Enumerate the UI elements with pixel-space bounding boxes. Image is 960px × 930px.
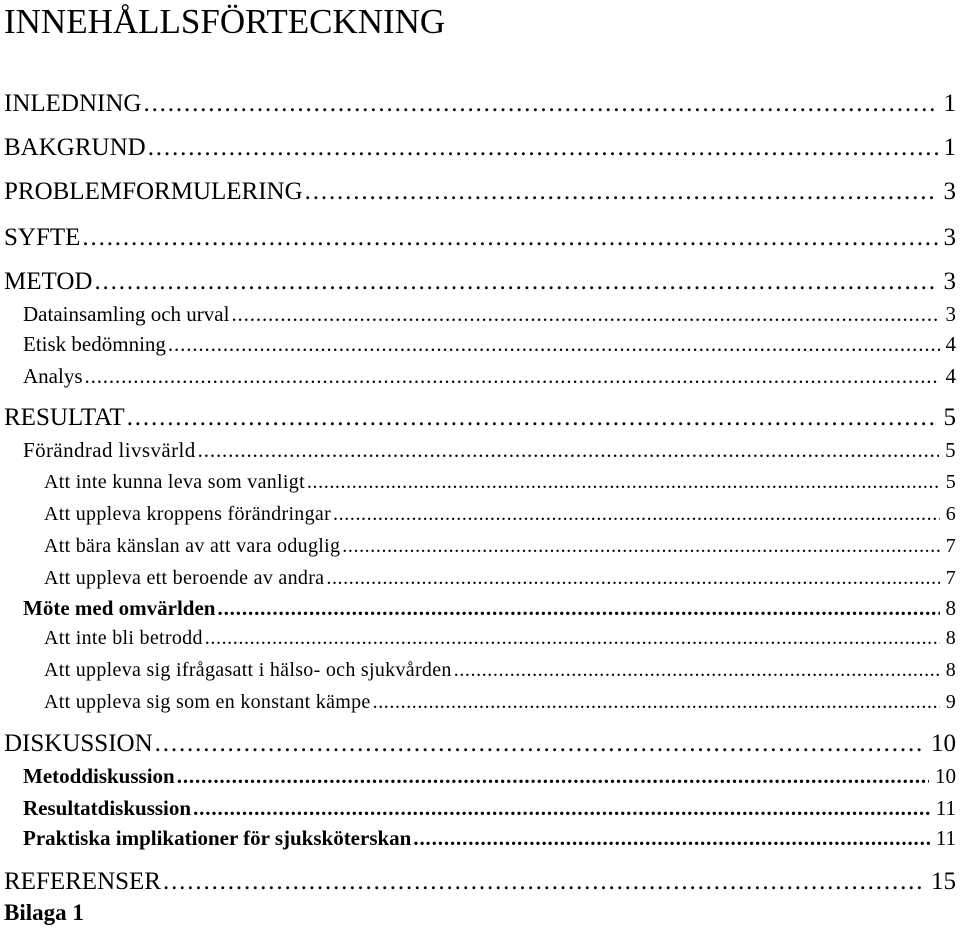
toc-entry-page: 5 [945,438,956,462]
toc-entry-label: RESULTAT [4,404,125,431]
toc-entry-page: 4 [945,332,956,356]
toc-entry-page: 1 [943,90,956,117]
toc-entry-label: Att uppleva sig ifrågasatt i hälso- och sjukvården [44,659,452,681]
toc-entry-inledning[interactable] [4,88,956,120]
toc-entry-label: Resultatdiskussion [23,796,192,820]
toc-dot-leader [342,532,939,560]
toc-entry-label: Förändrad livsvärld [23,438,196,462]
toc-entry-label: PROBLEMFORMULERING [4,178,303,205]
toc-entry-page: 3 [943,178,956,205]
toc-entry-label: INLEDNING [4,90,142,117]
toc-entry-page: 9 [945,691,956,713]
toc-dot-leader [127,402,938,434]
toc-entry-page: 4 [945,364,956,388]
toc-entry-label: Att uppleva sig som en konstant kämpe [44,691,371,713]
toc-entry-page: 3 [943,268,956,295]
toc-dot-leader [193,794,930,822]
toc-dot-leader [305,176,938,208]
toc-entry-page: 8 [945,627,956,649]
toc-dot-leader [454,656,940,684]
toc-dot-leader [82,222,937,254]
toc-entry-label: Metoddiskussion [23,764,175,788]
toc-entry-praktiska-implikationer[interactable] [23,824,956,852]
toc-dot-leader [413,824,929,852]
toc-entry-label: Analys [23,364,83,388]
toc-dot-leader [217,594,939,622]
toc-entry-label: Att uppleva kroppens förändringar [44,503,332,525]
toc-entry-label: Praktiska implikationer för sjuksköterskan [23,826,412,850]
toc-entry-page: 15 [931,868,956,895]
toc-dot-leader [155,728,925,760]
toc-entry-kroppens-forandringar[interactable] [44,500,956,528]
toc-entry-problemformulering[interactable] [4,176,956,208]
toc-dot-leader [333,500,940,528]
toc-entry-resultat[interactable] [4,402,956,434]
toc-dot-leader [177,762,929,790]
toc-entry-analys[interactable] [23,362,956,390]
toc-entry-metod[interactable] [4,266,956,298]
toc-entry-page: 7 [945,535,956,557]
toc-entry-resultatdiskussion[interactable] [23,794,956,822]
toc-entry-page: 8 [945,659,956,681]
toc-dot-leader [148,132,938,164]
toc-entry-beroende-av-andra[interactable] [44,564,956,592]
toc-entry-label: Möte med omvärlden [23,596,216,620]
toc-entry-label: REFERENSER [4,868,161,895]
toc-entry-page: 3 [943,224,956,251]
toc-entry-label: Att inte kunna leva som vanligt [44,471,305,493]
toc-entry-label: Datainsamling och urval [23,302,230,326]
toc-dot-leader [198,436,939,464]
toc-entry-forandrad-livsvarld[interactable] [23,436,956,464]
toc-entry-page: 6 [945,503,956,525]
toc-entry-bakgrund[interactable] [4,132,956,164]
toc-entry-etisk-bedomning[interactable] [23,330,956,358]
toc-entry-syfte[interactable] [4,222,956,254]
toc-dot-leader [168,330,940,358]
toc-entry-diskussion[interactable] [4,728,956,760]
toc-entry-inte-bli-betrodd[interactable] [44,624,956,652]
toc-entry-page: 5 [943,404,956,431]
toc-entry-page: 7 [945,567,956,589]
toc-entry-page: 1 [943,134,956,161]
toc-entry-mote-med-omvarlden[interactable] [23,594,956,622]
toc-entry-vara-oduglig[interactable] [44,532,956,560]
toc-dot-leader [143,88,937,120]
toc-entry-page: 5 [945,471,956,493]
toc-dot-leader [205,624,940,652]
toc-dot-leader [307,468,940,496]
toc-entry-page: 10 [931,730,956,757]
appendix-label: Bilaga 1 [4,900,84,925]
toc-dot-leader [163,866,925,898]
page-title: INNEHÅLLSFÖRTECKNING [4,2,446,41]
toc-dot-leader [94,266,937,298]
toc-entry-page: 3 [945,302,956,326]
toc-entry-att-inte-kunna-leva[interactable] [44,468,956,496]
toc-entry-label: Att uppleva ett beroende av andra [44,567,325,589]
toc-entry-konstant-kampe[interactable] [44,688,956,716]
toc-entry-page: 8 [945,596,956,620]
toc-entry-ifragasatt[interactable] [44,656,956,684]
toc-entry-label: DISKUSSION [4,730,153,757]
toc-entry-page: 10 [935,764,956,788]
toc-entry-referenser[interactable] [4,866,956,898]
toc-dot-leader [231,300,939,328]
toc-entry-metoddiskussion[interactable] [23,762,956,790]
toc-entry-label: Att bära känslan av att vara oduglig [44,535,341,557]
toc-entry-label: Att inte bli betrodd [44,627,203,649]
toc-dot-leader [373,688,940,716]
toc-entry-page: 11 [935,826,956,850]
toc-entry-datainsamling[interactable] [23,300,956,328]
toc-entry-label: BAKGRUND [4,134,146,161]
toc-entry-label: Etisk bedömning [23,332,166,356]
toc-dot-leader [326,564,939,592]
toc-dot-leader [85,362,940,390]
toc-entry-page: 11 [935,796,956,820]
toc-entry-label: METOD [4,268,93,295]
toc-entry-label: SYFTE [4,224,81,251]
